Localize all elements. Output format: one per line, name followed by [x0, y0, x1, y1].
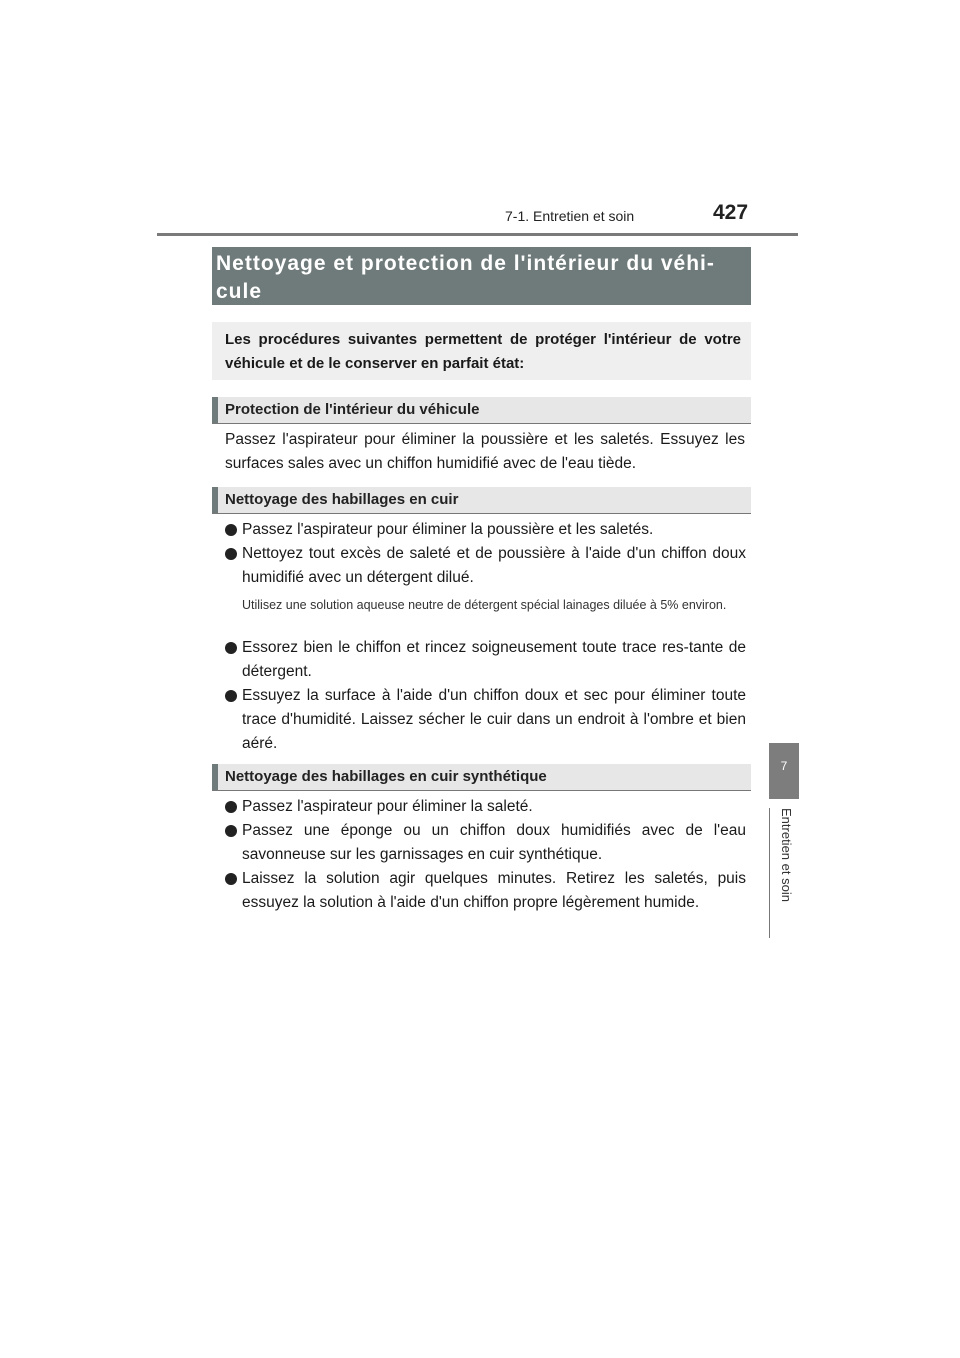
chapter-tab — [769, 743, 799, 799]
list-item-text: Passez l'aspirateur pour éliminer la poussière et les saletés. — [242, 521, 654, 538]
bullet-icon — [225, 873, 237, 885]
chapter-label: Entretien et soin — [779, 808, 794, 902]
list-item-text: Passez une éponge ou un chiffon doux humidifiés avec de l'eau savonneuse sur les garnissages en cuir synthétique. — [242, 822, 746, 863]
section-heading-bar — [212, 764, 218, 790]
header-divider — [157, 233, 798, 236]
bullet-icon — [225, 524, 237, 536]
section-paragraph: Passez l'aspirateur pour éliminer la poussière et les saletés. Essuyez les surfaces sales avec un chiffon humidifié avec de l'eau tiède. — [225, 431, 745, 472]
section-heading-label: Protection de l'intérieur du véhicule — [225, 401, 480, 418]
bullet-icon — [225, 642, 237, 654]
chapter-number: 7 — [780, 759, 788, 773]
bullet-icon — [225, 548, 237, 560]
intro-text: Les procédures suivantes permettent de protéger l'intérieur de votre véhicule et de le conserver en parfait état: — [225, 331, 741, 372]
list-item-text: Essuyez la surface à l'aide d'un chiffon doux et sec pour éliminer toute trace d'humidité. Laissez sécher le cuir dans un endroit à l'ombre et bien aéré. — [242, 687, 746, 752]
section-heading-label: Nettoyage des habillages en cuir synthétique — [225, 768, 547, 785]
page-number: 427 — [713, 201, 749, 224]
section-header: 7-1. Entretien et soin — [505, 208, 635, 224]
section-heading-bar — [212, 397, 218, 423]
section-heading-label: Nettoyage des habillages en cuir — [225, 491, 459, 508]
section-heading — [212, 397, 751, 424]
section-heading-bar — [212, 487, 218, 513]
list-item-text: Passez l'aspirateur pour éliminer la saleté. — [242, 798, 533, 815]
page-title: Nettoyage et protection de l'intérieur du véhi-cule — [216, 252, 715, 303]
list-item-text: Nettoyez tout excès de saleté et de poussière à l'aide d'un chiffon doux humidifié avec un détergent dilué. — [242, 545, 746, 586]
bullet-icon — [225, 801, 237, 813]
list-item-text: Laissez la solution agir quelques minutes. Retirez les saletés, puis essuyez la solution à l'aide d'un chiffon propre légèrement humide. — [242, 870, 746, 911]
section-heading — [212, 764, 751, 791]
section-heading — [212, 487, 751, 514]
list-item-text: Essorez bien le chiffon et rincez soigneusement toute trace res-tante de détergent. — [242, 639, 746, 680]
note-text: Utilisez une solution aqueuse neutre de détergent spécial lainages diluée à 5% environ. — [242, 598, 727, 612]
bullet-icon — [225, 690, 237, 702]
bullet-icon — [225, 825, 237, 837]
